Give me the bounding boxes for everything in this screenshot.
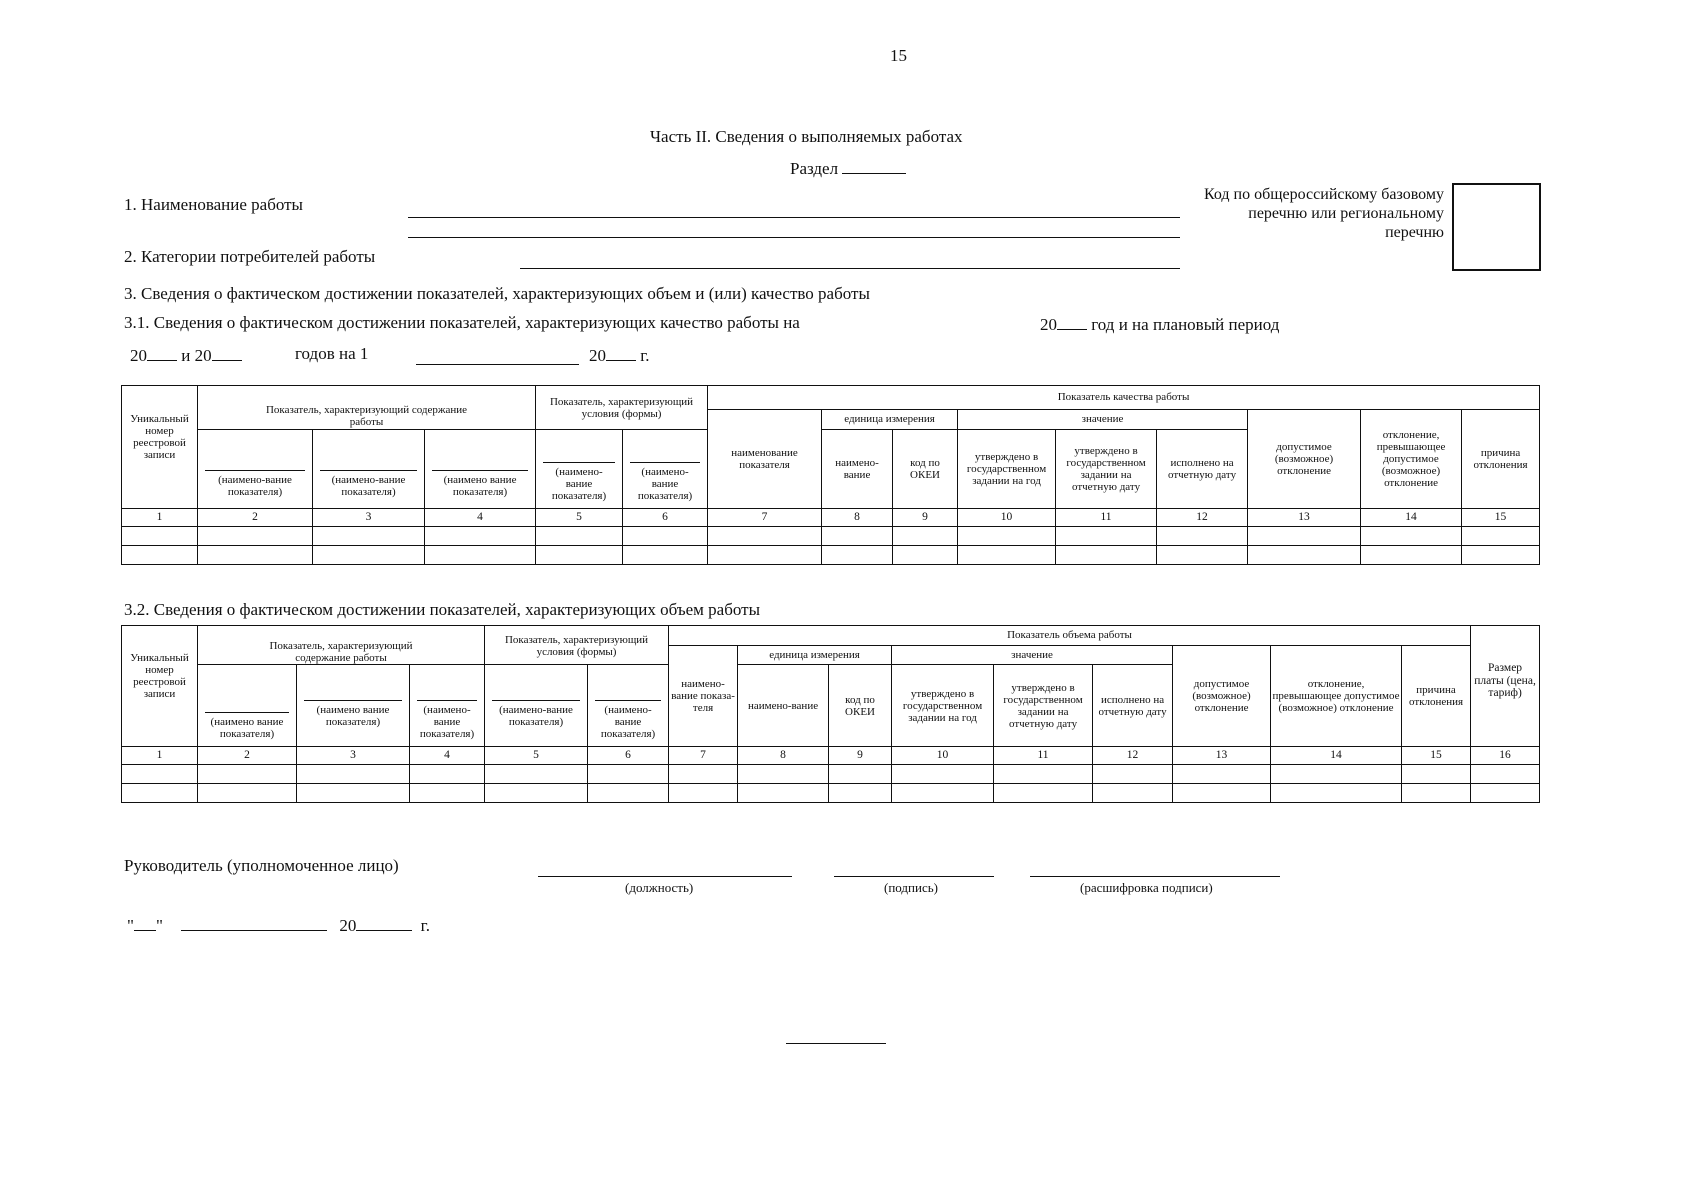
t1-h-unique: Уникальный номер реестровой записи <box>122 386 198 509</box>
t1-sub-cond-2: (наимено-вание показателя) <box>630 462 700 502</box>
table-cell[interactable] <box>708 546 822 565</box>
t1-sub-cond-1: (наимено-вание показателя) <box>543 462 615 502</box>
table-cell[interactable] <box>1271 765 1402 784</box>
t2-h-indicator-name: наимено-вание показа-теля <box>669 646 738 747</box>
item31-year <box>1040 313 1279 335</box>
code-label-line-3: перечню <box>1385 224 1444 241</box>
t2-h-fee: Размер платы (цена, тариф) <box>1471 626 1540 747</box>
t1-h-quality: Показатель качества работы <box>708 386 1540 410</box>
t2-num: 15 <box>1402 747 1471 765</box>
table-cell[interactable] <box>1361 546 1462 565</box>
t2-sub-cond-1-cell <box>485 665 588 747</box>
table-cell[interactable] <box>425 527 536 546</box>
t2-h-unit: единица измерения <box>738 646 892 665</box>
t2-num: 3 <box>297 747 410 765</box>
item31-year-field[interactable] <box>1057 313 1087 330</box>
t1-h-indicator-name: наименование показателя <box>708 410 822 509</box>
t1-sub-content-2: (наимено-вание показателя) <box>320 470 417 498</box>
table-cell[interactable] <box>822 527 893 546</box>
table-cell[interactable] <box>122 784 198 803</box>
t2-number-row <box>122 747 1540 765</box>
table-cell[interactable] <box>958 546 1056 565</box>
position-field[interactable] <box>538 876 792 877</box>
table-cell[interactable] <box>536 527 623 546</box>
table-cell[interactable] <box>893 527 958 546</box>
table-cell[interactable] <box>198 765 297 784</box>
table-cell[interactable] <box>198 527 313 546</box>
table-cell[interactable] <box>1056 527 1157 546</box>
t2-h-allowed: допустимое (возможное) отклонение <box>1173 646 1271 747</box>
t1-num: 9 <box>893 509 958 527</box>
table-cell[interactable] <box>623 546 708 565</box>
t1-h-content: Показатель, характеризующий содержание работы <box>198 386 536 430</box>
t1-sub-cond-2-cell <box>623 430 708 509</box>
t1-sub-content-1-cell <box>198 430 313 509</box>
report-year-field[interactable] <box>606 344 636 361</box>
table-cell[interactable] <box>297 784 410 803</box>
table-cell[interactable] <box>893 546 958 565</box>
t2-h-reason: причина отклонения <box>1402 646 1471 747</box>
table-row <box>122 527 1540 546</box>
t1-num: 3 <box>313 509 425 527</box>
t1-sub-content-3-cell <box>425 430 536 509</box>
t1-num: 11 <box>1056 509 1157 527</box>
t2-num: 2 <box>198 747 297 765</box>
table-cell[interactable] <box>1402 784 1471 803</box>
t1-h-conditions: Показатель, характеризующий условия (формы) <box>536 386 708 430</box>
signature-decoding-field[interactable] <box>1030 876 1280 877</box>
t2-num: 9 <box>829 747 892 765</box>
t1-h-exceed: отклонение, превышающее допустимое (возможное) отклонение <box>1361 410 1462 509</box>
table-cell[interactable] <box>588 784 669 803</box>
table-cell[interactable] <box>738 765 829 784</box>
table-cell[interactable] <box>1462 546 1540 565</box>
t2-num: 4 <box>410 747 485 765</box>
table-cell[interactable] <box>1248 527 1361 546</box>
t2-sub-content-1: (наимено вание показателя) <box>205 712 289 740</box>
t2-sub-content-2: (наимено вание показателя) <box>304 700 402 728</box>
footnote-separator <box>786 1043 886 1044</box>
item31-year-suffix: год и на плановый период <box>1091 315 1280 334</box>
t2-num: 14 <box>1271 747 1402 765</box>
t1-num: 5 <box>536 509 623 527</box>
t1-num: 2 <box>198 509 313 527</box>
plan-year-1-field[interactable] <box>147 344 177 361</box>
table-cell[interactable] <box>822 546 893 565</box>
table-cell[interactable] <box>198 546 313 565</box>
t2-num: 13 <box>1173 747 1271 765</box>
table-row <box>122 784 1540 803</box>
item31-line2-p1: 20 <box>130 346 147 365</box>
t1-h-value: значение <box>958 410 1248 430</box>
table-cell[interactable] <box>829 765 892 784</box>
table-cell[interactable] <box>1093 765 1173 784</box>
table-cell[interactable] <box>958 527 1056 546</box>
t1-sub-content-2-cell <box>313 430 425 509</box>
t2-num: 6 <box>588 747 669 765</box>
t2-h-content: Показатель, характеризующий содержание работы <box>198 626 485 665</box>
table-cell[interactable] <box>892 784 994 803</box>
t1-h-allowed: допустимое (возможное) отклонение <box>1248 410 1361 509</box>
table-cell[interactable] <box>1361 527 1462 546</box>
part-title: Часть II. Сведения о выполняемых работах <box>650 127 963 146</box>
table-cell[interactable] <box>313 546 425 565</box>
code-label-line-1: Код по общероссийскому базовому <box>1203 186 1444 203</box>
t2-num: 8 <box>738 747 829 765</box>
t2-h-exceed: отклонение, превышающее допустимое (возможное) отклонение <box>1271 646 1402 747</box>
table-cell[interactable] <box>669 784 738 803</box>
table-cell[interactable] <box>829 784 892 803</box>
item31-line2-p5: г. <box>640 346 650 365</box>
table-cell[interactable] <box>122 527 198 546</box>
date-year-suffix: г. <box>420 916 430 935</box>
t2-num: 12 <box>1093 747 1173 765</box>
table-cell[interactable] <box>1173 784 1271 803</box>
table-cell[interactable] <box>485 765 588 784</box>
table-cell[interactable] <box>198 784 297 803</box>
t2-sub-content-2-cell <box>297 665 410 747</box>
item31-title: 3.1. Сведения о фактическом достижении показателей, характеризующих качество работы на <box>124 313 800 332</box>
table-row <box>122 765 1540 784</box>
t2-num: 11 <box>994 747 1093 765</box>
item31-line2-p2: и 20 <box>181 346 212 365</box>
t2-num: 16 <box>1471 747 1540 765</box>
signature-caption: (подпись) <box>884 880 938 895</box>
table-cell[interactable] <box>994 765 1093 784</box>
t2-h-conditions: Показатель, характеризующий условия (формы) <box>485 626 669 665</box>
consumers-label: 2. Категории потребителей работы <box>124 247 376 266</box>
t2-h-value: значение <box>892 646 1173 665</box>
table-cell[interactable] <box>122 765 198 784</box>
section-line <box>790 157 906 179</box>
t1-number-row <box>122 509 1540 527</box>
signature-decoding-caption: (расшифровка подписи) <box>1080 880 1213 895</box>
t1-h-approved-date: утверждено в государственном задании на отчетную дату <box>1056 430 1157 509</box>
date-quote-close: " <box>155 916 163 935</box>
date-line <box>127 914 430 936</box>
table-cell[interactable] <box>669 765 738 784</box>
t1-h-okei: код по ОКЕИ <box>893 430 958 509</box>
t2-h-unit-name: наимено-вание <box>738 665 829 747</box>
code-box[interactable] <box>1452 183 1541 271</box>
consumers-field-line[interactable] <box>520 268 1180 269</box>
quality-table <box>121 385 1540 565</box>
table-cell[interactable] <box>1056 546 1157 565</box>
table-cell[interactable] <box>1471 765 1540 784</box>
date-year-field[interactable] <box>356 914 412 931</box>
t2-h-approved-date: утверждено в государственном задании на отчетную дату <box>994 665 1093 747</box>
table-cell[interactable] <box>410 765 485 784</box>
t2-sub-content-3: (наимено-вание показателя) <box>417 700 477 740</box>
t2-h-approved-year: утверждено в государственном задании на год <box>892 665 994 747</box>
t1-num: 8 <box>822 509 893 527</box>
t2-num: 10 <box>892 747 994 765</box>
table-cell[interactable] <box>425 546 536 565</box>
section-number-field[interactable] <box>842 157 906 174</box>
item31-year-prefix: 20 <box>1040 315 1057 334</box>
t1-num: 14 <box>1361 509 1462 527</box>
position-caption: (должность) <box>625 880 694 895</box>
table-cell[interactable] <box>588 765 669 784</box>
table-cell[interactable] <box>708 527 822 546</box>
table-cell[interactable] <box>994 784 1093 803</box>
table-cell[interactable] <box>313 527 425 546</box>
t2-sub-content-3-cell <box>410 665 485 747</box>
signature-field[interactable] <box>834 876 994 877</box>
page-number: 15 <box>890 46 907 65</box>
t1-h-reason: причина отклонения <box>1462 410 1540 509</box>
table-cell[interactable] <box>1248 546 1361 565</box>
t2-h-volume: Показатель объема работы <box>669 626 1471 646</box>
report-date-field[interactable] <box>416 364 579 365</box>
t1-num: 15 <box>1462 509 1540 527</box>
t1-num: 13 <box>1248 509 1361 527</box>
table-cell[interactable] <box>1093 784 1173 803</box>
t1-num: 1 <box>122 509 198 527</box>
date-month-field[interactable] <box>181 914 327 931</box>
t1-h-unit: единица измерения <box>822 410 958 430</box>
item31-line2-p3: годов на 1 <box>295 344 369 363</box>
t1-h-done: исполнено на отчетную дату <box>1157 430 1248 509</box>
table-cell[interactable] <box>1462 527 1540 546</box>
volume-table <box>121 625 1540 803</box>
item3-title: 3. Сведения о фактическом достижении показателей, характеризующих объем и (или) качество работы <box>124 284 870 303</box>
t2-h-unique: Уникальный номер реестровой записи <box>122 626 198 747</box>
t2-sub-cond-1: (наимено-вание показателя) <box>492 700 580 728</box>
table-cell[interactable] <box>410 784 485 803</box>
t2-sub-cond-2-cell <box>588 665 669 747</box>
plan-year-2-field[interactable] <box>212 344 242 361</box>
table-cell[interactable] <box>623 527 708 546</box>
table-cell[interactable] <box>1471 784 1540 803</box>
date-day-field[interactable] <box>134 914 156 931</box>
t1-num: 7 <box>708 509 822 527</box>
work-name-label: 1. Наименование работы <box>124 195 303 214</box>
t1-sub-content-1: (наимено-вание показателя) <box>205 470 305 498</box>
table-cell[interactable] <box>892 765 994 784</box>
code-label <box>1204 185 1444 242</box>
item31-line2-year3 <box>589 344 650 366</box>
head-label: Руководитель (уполномоченное лицо) <box>124 856 399 875</box>
t1-num: 6 <box>623 509 708 527</box>
t1-h-unit-name: наимено-вание <box>822 430 893 509</box>
t1-num: 12 <box>1157 509 1248 527</box>
section-label: Раздел <box>790 159 839 178</box>
t2-num: 1 <box>122 747 198 765</box>
table-cell[interactable] <box>122 546 198 565</box>
t2-num: 5 <box>485 747 588 765</box>
table-cell[interactable] <box>1157 527 1248 546</box>
work-name-field-line-1[interactable] <box>408 217 1180 218</box>
item31-line2-year1 <box>130 344 242 366</box>
table-cell[interactable] <box>536 546 623 565</box>
table-cell[interactable] <box>297 765 410 784</box>
t1-num: 4 <box>425 509 536 527</box>
item31-line2-p4: 20 <box>589 346 606 365</box>
table-cell[interactable] <box>738 784 829 803</box>
table-cell[interactable] <box>1271 784 1402 803</box>
table-cell[interactable] <box>1157 546 1248 565</box>
item32-title: 3.2. Сведения о фактическом достижении показателей, характеризующих объем работы <box>124 600 760 619</box>
t1-num: 10 <box>958 509 1056 527</box>
t2-h-okei: код по ОКЕИ <box>829 665 892 747</box>
t1-sub-cond-1-cell <box>536 430 623 509</box>
code-label-line-2: перечню или региональному <box>1248 205 1444 222</box>
t1-h-approved-year: утверждено в государственном задании на год <box>958 430 1056 509</box>
t2-h-done: исполнено на отчетную дату <box>1093 665 1173 747</box>
t1-sub-content-3: (наимено вание показателя) <box>432 470 528 498</box>
work-name-field-line-2[interactable] <box>408 237 1180 238</box>
date-quote-open: " <box>127 916 134 935</box>
table-cell[interactable] <box>485 784 588 803</box>
table-cell[interactable] <box>1173 765 1271 784</box>
t2-num: 7 <box>669 747 738 765</box>
table-cell[interactable] <box>1402 765 1471 784</box>
table-row <box>122 546 1540 565</box>
t2-sub-content-1-cell <box>198 665 297 747</box>
date-year-prefix: 20 <box>339 916 357 935</box>
t2-sub-cond-2: (наимено-вание показателя) <box>595 700 661 740</box>
